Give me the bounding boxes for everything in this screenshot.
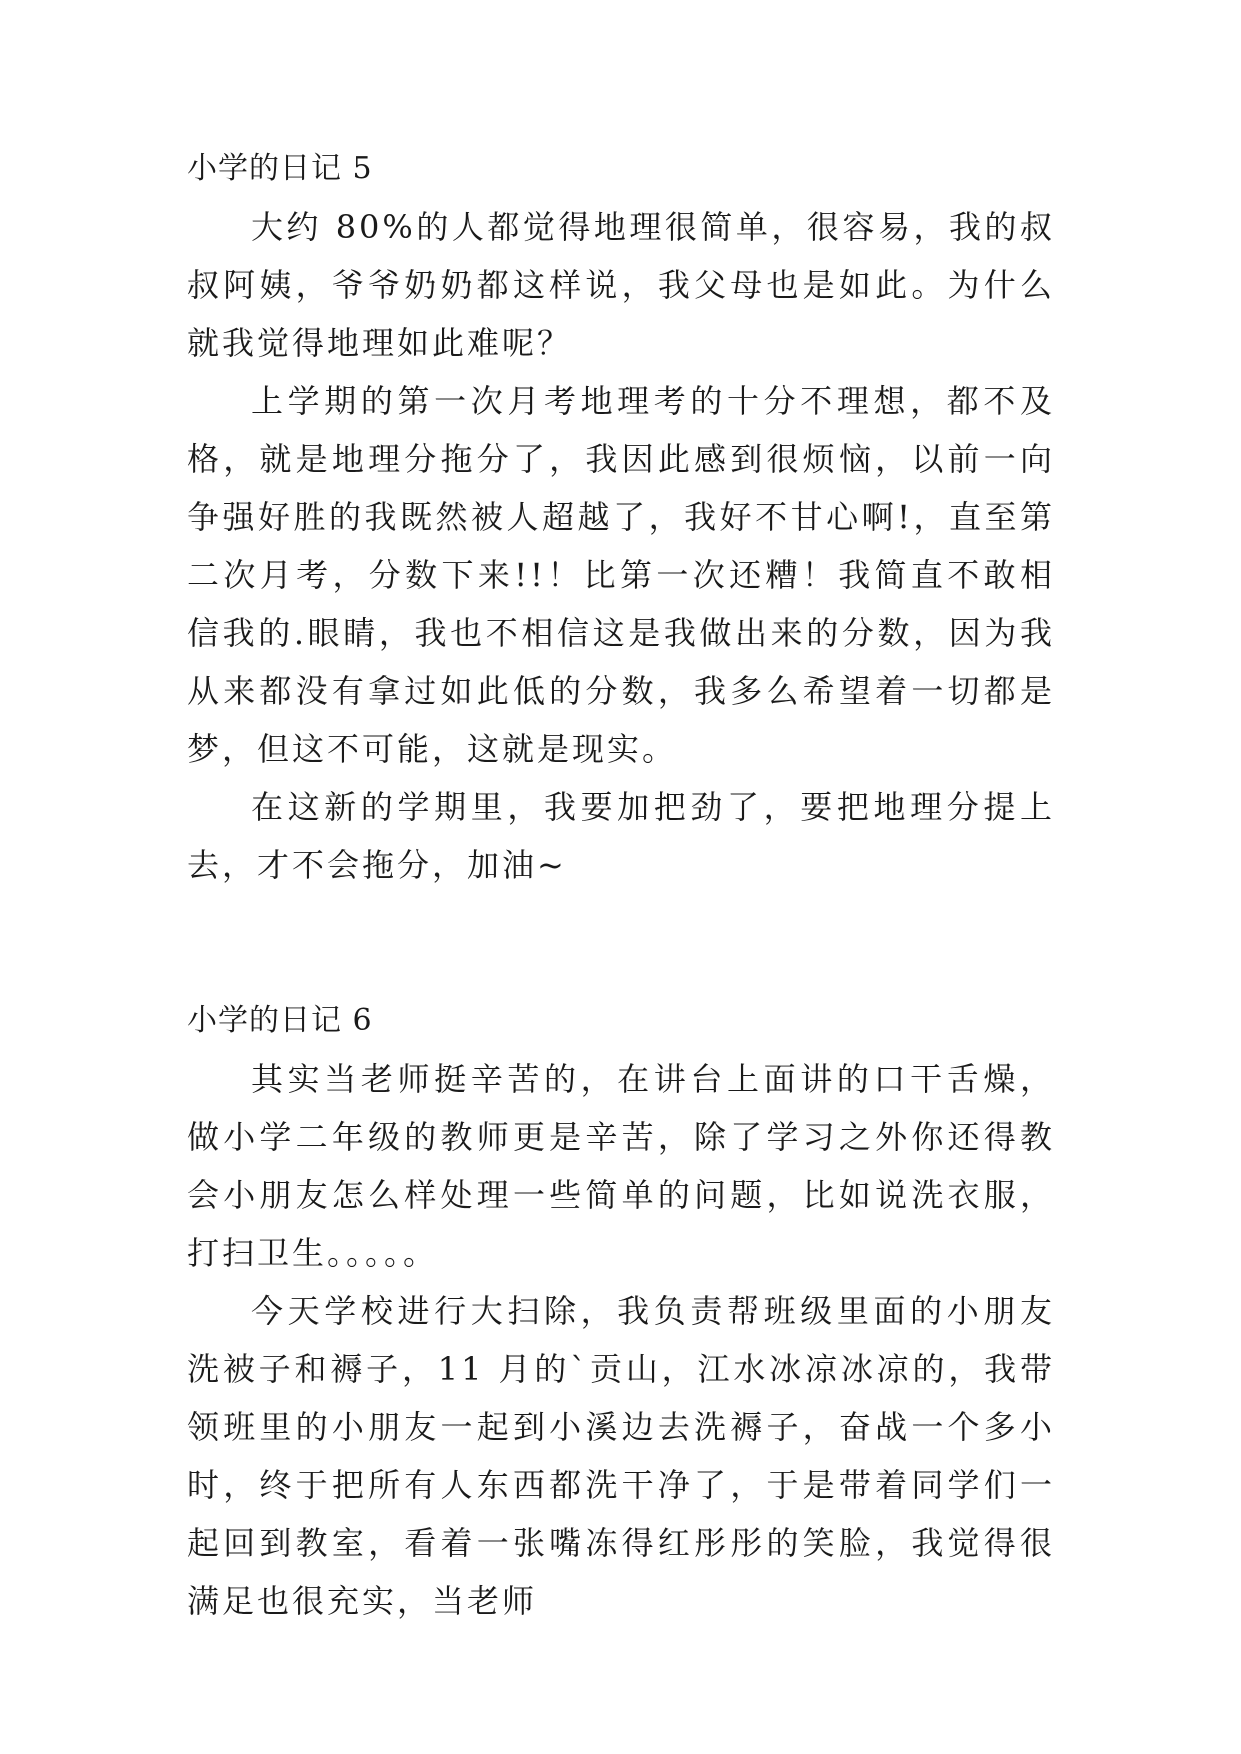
paragraph: 大约 80%的人都觉得地理很简单，很容易，我的叔叔阿姨，爷爷奶奶都这样说，我父母也是如此。为什么就我觉得地理如此难呢？ [187,208,1055,362]
paragraph: 其实当老师挺辛苦的，在讲台上面讲的口干舌燥，做小学二年级的教师更是辛苦，除了学习之外你还得教会小朋友怎么样处理一些简单的问题，比如说洗衣服，打扫卫生。。。。。 [187,1060,1055,1272]
paragraph: 今天学校进行大扫除，我负责帮班级里面的小朋友洗被子和褥子，11 月的`贡山，江水冰凉冰凉的，我带领班里的小朋友一起到小溪边去洗褥子，奋战一个多小时，终于把所有人东西都洗干净了，于是带着同学们一起回到教室，看着一张嘴冻得红彤彤的笑脸，我觉得很满足也很充实，当老师 [187,1292,1055,1620]
document-page [187,140,1055,1630]
section-title: 小学的日记 5 [187,151,373,186]
diary-section-6 [187,992,1055,1630]
paragraph: 上学期的第一次月考地理考的十分不理想，都不及格，就是地理分拖分了，我因此感到很烦恼，以前一向争强好胜的我既然被人超越了，我好不甘心啊!，直至第二次月考，分数下来!!！比第一次还糟！我简直不敢相信我的.眼睛，我也不相信这是我做出来的分数，因为我从来都没有拿过如此低的分数，我多么希望着一切都是梦，但这不可能，这就是现实。 [187,382,1055,768]
section-title: 小学的日记 6 [187,1003,373,1038]
diary-section-5 [187,140,1055,894]
paragraph: 在这新的学期里，我要加把劲了，要把地理分提上去，才不会拖分，加油~ [187,788,1055,884]
section-spacer [187,894,1055,992]
